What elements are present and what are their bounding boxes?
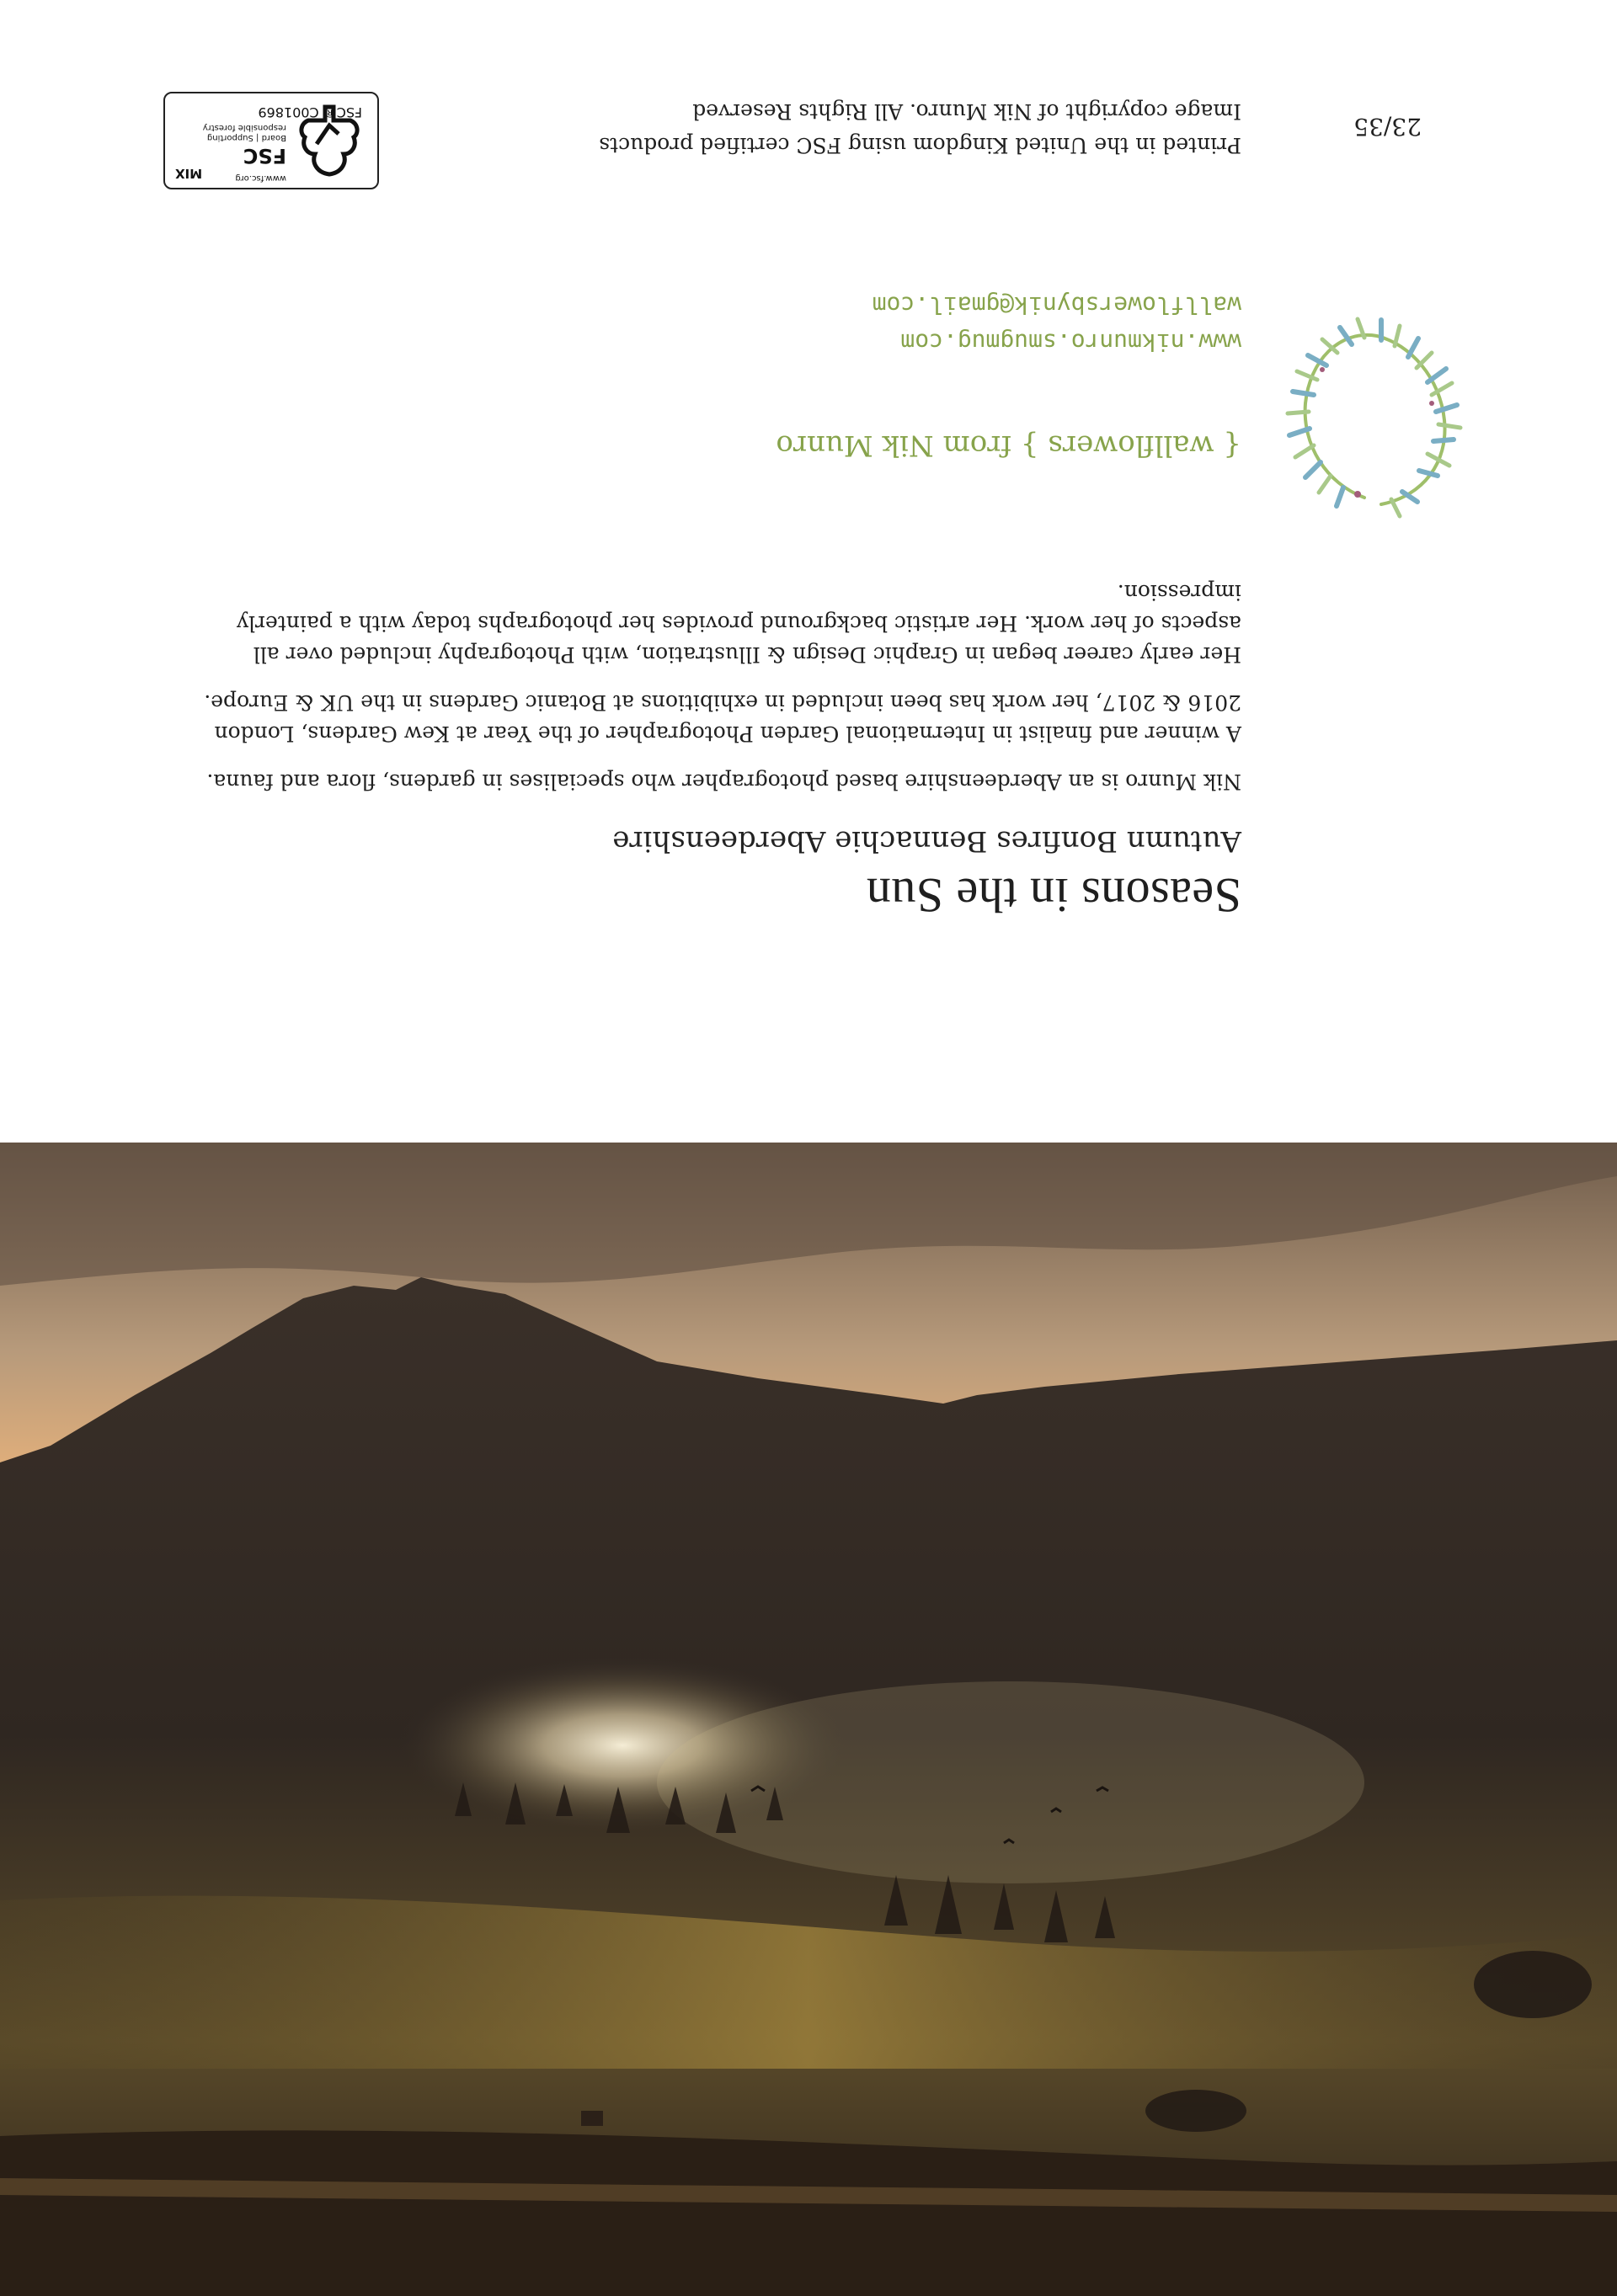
copyright-line: Image copyright of Nik Munro. All Rights Reserved <box>692 99 1241 124</box>
fsc-mark: FSC <box>243 144 286 168</box>
fsc-mix-label: MIX <box>175 166 203 181</box>
bio-paragraph: Nik Munro is an Aberdeenshire based photographer who specialises in gardens, flora and fauna. <box>206 770 1241 794</box>
email-link[interactable]: wallflowersbynik@gmail.com <box>872 291 1241 319</box>
website-link[interactable]: www.nikmunro.smugmug.com <box>900 328 1241 356</box>
fsc-site: www.fsc.org <box>235 173 286 183</box>
fsc-badge <box>163 92 379 189</box>
fsc-sub-line: responsible forestry <box>202 123 286 132</box>
card-title: Seasons in the Sun <box>866 868 1241 923</box>
card-subtitle: Autumn Bonfires Bennachie Aberdeenshire <box>612 824 1241 858</box>
printed-line: Printed in the United Kingdom using FSC certified products <box>599 133 1241 157</box>
fsc-sublabel <box>203 122 286 142</box>
page-number: 23/35 <box>1353 113 1422 141</box>
card-text-panel <box>0 0 1617 1143</box>
wreath-icon <box>1280 311 1482 530</box>
photographer-bio <box>180 560 1241 797</box>
brand-title: { wallflowers } from Nik Munro <box>776 429 1241 462</box>
fsc-code: FSC® C001869 <box>258 104 362 120</box>
bio-paragraph: Her early career began in Graphic Design & Illustration, with Photography included over all aspects of her work. Her artistic background provides her photographs today with a painterly impression. <box>236 580 1241 667</box>
landscape-photo <box>0 1143 1617 2296</box>
bio-paragraph: A winner and finalist in International Garden Photographer of the Year at Kew Gardens, London 2016 & 2017, her work has been included in exhibitions at Botanic Gardens in the UK & Europe. <box>204 690 1241 746</box>
fsc-sub-line: Board | Supporting <box>206 133 286 142</box>
